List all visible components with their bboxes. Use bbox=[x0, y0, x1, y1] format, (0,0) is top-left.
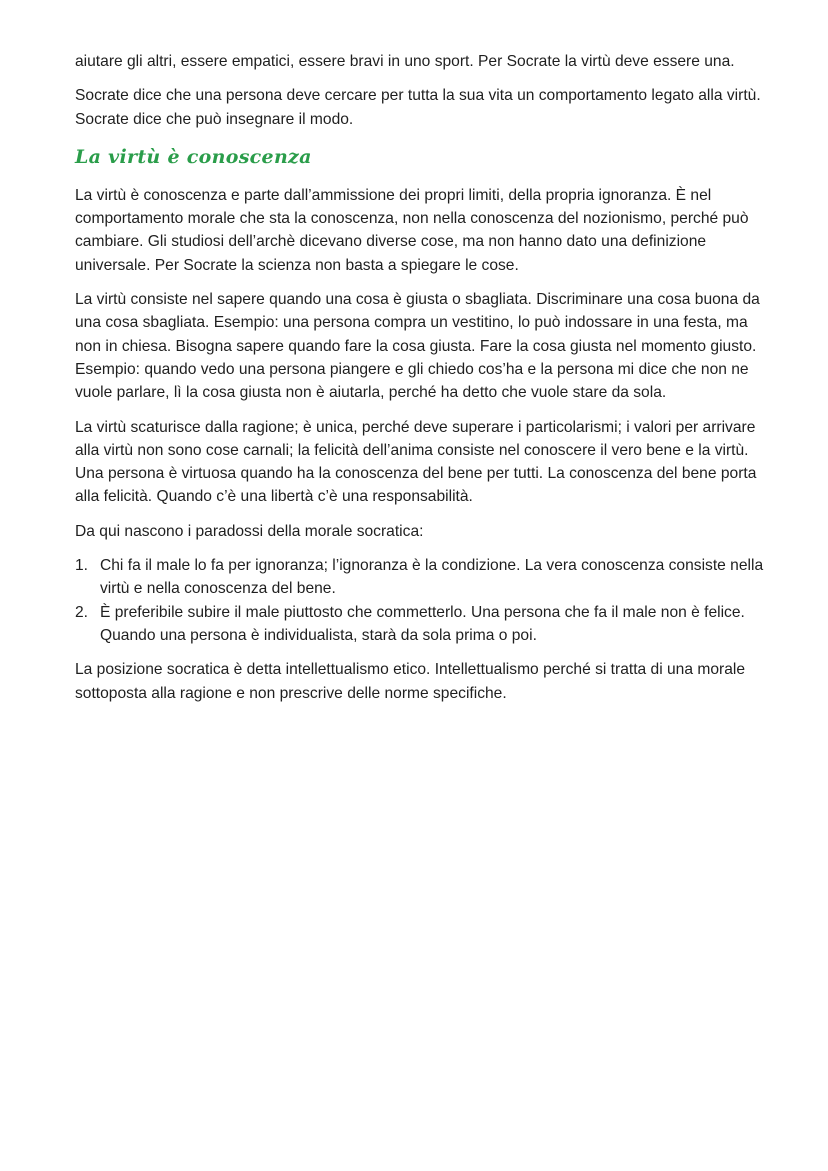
list-intro-paragraph: Da qui nascono i paradossi della morale socratica: bbox=[75, 522, 424, 540]
body-paragraph: La virtù è conoscenza e parte dall’ammissione dei propri limiti, della propria ignoranza. È nel comportamento morale che sta la conoscenza, non nella conoscenza del nozionismo, perché può cambiare. Gli studiosi dell’archè dicevano diverse cose, ma non hanno dato una definizione universale. Per Socrate la scienza non basta a spiegare le cose. bbox=[75, 186, 749, 274]
body-paragraph: La virtù consiste nel sapere quando una cosa è giusta o sbagliata. Discriminare una cosa buona da una cosa sbagliata. Esempio: una persona compra un vestitino, lo può indossare in una festa, ma non in chiesa. Bisogna sapere quando fare la cosa giusta. Fare la cosa giusta nel momento giusto. Esempio: quando vedo una persona piangere e gli chiedo cos’ha e la persona mi dice che non ne vuole parlare, lì la cosa giusta non è aiutarla, perché ha detto che vuole stare da sola. bbox=[75, 291, 760, 402]
list-item bbox=[75, 601, 775, 648]
intro-paragraph: Socrate dice che una persona deve cercare per tutta la sua vita un comportamento legato alla virtù. Socrate dice che può insegnare il modo. bbox=[75, 87, 761, 128]
body-paragraph: La virtù scaturisce dalla ragione; è unica, perché deve superare i particolarismi; i valori per arrivare alla virtù non sono cose carnali; la felicità dell’anima consiste nel conoscere il vero bene e la virtù. Una persona è virtuosa quando ha la conoscenza del bene per tutti. La conoscenza del bene porta alla felicità. Quando c’è una libertà c’è una responsabilità. bbox=[75, 418, 757, 506]
list-item-number: 2. bbox=[75, 603, 89, 621]
intro-paragraph: aiutare gli altri, essere empatici, essere bravi in uno sport. Per Socrate la virtù deve essere una. bbox=[75, 53, 735, 70]
paradox-list bbox=[75, 554, 775, 647]
section-heading: La virtù è conoscenza bbox=[75, 145, 312, 168]
conclusion-paragraph: La posizione socratica è detta intellettualismo etico. Intellettualismo perché si tratta di una morale sottoposta alla ragione e non prescrive delle norme specifiche. bbox=[75, 661, 746, 702]
list-item-text: Chi fa il male lo fa per ignoranza; l’ignoranza è la condizione. La vera conoscenza consiste nella virtù e nella conoscenza del bene. bbox=[100, 557, 764, 598]
list-item-text: È preferibile subire il male piuttosto che commetterlo. Una persona che fa il male non è felice. Quando una persona è individualista, starà da sola prima o poi. bbox=[100, 603, 745, 644]
list-item bbox=[75, 554, 775, 601]
list-item-number: 1. bbox=[75, 557, 89, 575]
document-page bbox=[75, 50, 775, 716]
